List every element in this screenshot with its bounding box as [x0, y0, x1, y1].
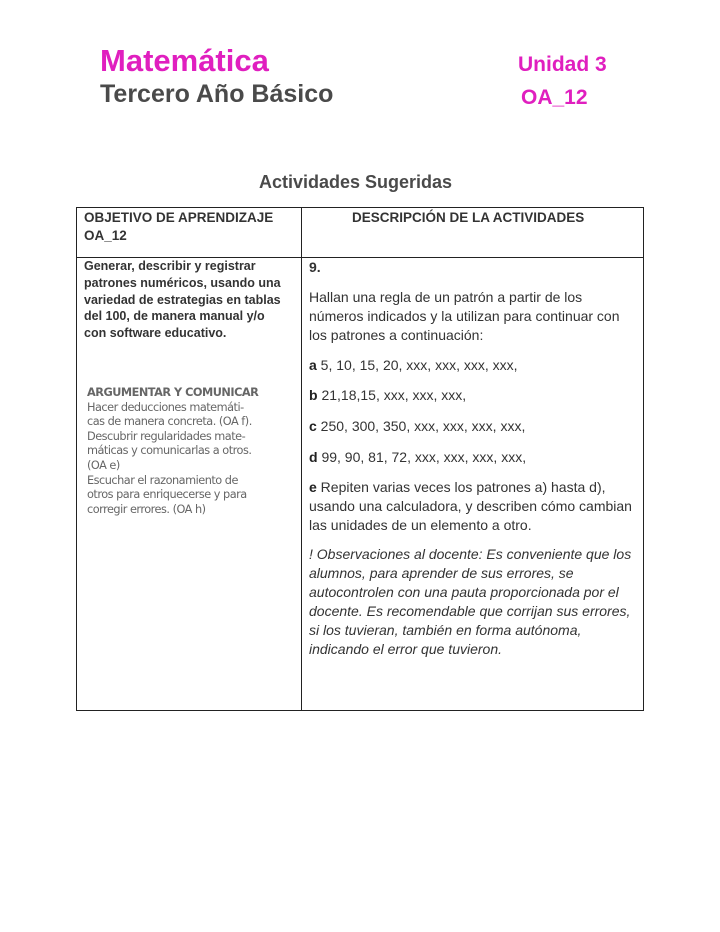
pattern-text: 21,18,15, xxx, xxx, xxx, — [317, 387, 467, 403]
text-line: las unidades de un elemento a otro. — [309, 517, 532, 533]
pattern-c — [309, 417, 525, 436]
unit-label: Unidad 3 — [518, 53, 607, 76]
objective-text — [84, 258, 281, 342]
text-line: números indicados y la utilizan para continuar con — [309, 308, 620, 324]
header-line: OA_12 — [84, 228, 127, 243]
pattern-letter: b — [309, 387, 318, 403]
pattern-letter: a — [309, 357, 317, 373]
text-line: indicando el error que tuvieron. — [309, 641, 503, 657]
text-line: cas de manera concreta. (OA f). — [87, 415, 252, 429]
description-column-header: DESCRIPCIÓN DE LA ACTIVIDADES — [352, 210, 585, 225]
text-line: Escuchar el razonamiento de — [87, 473, 238, 487]
activity-intro — [309, 288, 620, 345]
text-line: los patrones a continuación: — [309, 327, 484, 343]
text-line: con software educativo. — [84, 326, 227, 341]
header-line: OBJETIVO DE APRENDIZAJE — [84, 210, 274, 225]
text-line: patrones numéricos, usando una — [84, 275, 281, 290]
pattern-b — [309, 386, 466, 405]
text-line: Hallan una regla de un patrón a partir de los — [309, 289, 583, 305]
text-line — [309, 478, 632, 497]
pattern-letter: d — [309, 449, 318, 465]
text-span: Repiten varias veces los patrones a) hasta d), — [316, 479, 606, 495]
subject-title: Matemática — [100, 43, 269, 78]
skills-block — [87, 386, 258, 517]
pattern-a — [309, 356, 518, 375]
text-line: alumnos, para aprender de sus errores, se — [309, 565, 574, 581]
text-line: Hacer deducciones matemáti- — [87, 400, 244, 414]
text-line: si los tuvieran, también en forma autónoma, — [309, 622, 582, 638]
pattern-letter: c — [309, 418, 317, 434]
pattern-text: 250, 300, 350, xxx, xxx, xxx, xxx, — [316, 418, 526, 434]
pattern-d — [309, 448, 526, 467]
activities-table — [76, 207, 644, 711]
objective-column-header — [84, 209, 273, 245]
text-line: máticas y comunicarlas a otros. — [87, 444, 252, 458]
text-line: Descubrir regularidades mate- — [87, 429, 246, 443]
column-divider — [301, 208, 302, 710]
objective-code: OA_12 — [521, 86, 588, 109]
text-line: (OA e) — [87, 458, 120, 472]
text-line: usando una calculadora, y describen cómo cambian — [309, 498, 632, 514]
teacher-note — [309, 545, 631, 659]
activity-number: 9. — [309, 259, 321, 275]
item-letter: e — [309, 479, 317, 495]
grade-subtitle: Tercero Año Básico — [100, 80, 334, 108]
text-line: corregir errores. (OA h) — [87, 502, 206, 516]
text-line: otros para enriquecerse y para — [87, 488, 247, 502]
text-line: del 100, de manera manual y/o — [84, 309, 265, 324]
pattern-text: 5, 10, 15, 20, xxx, xxx, xxx, xxx, — [316, 357, 518, 373]
item-e — [309, 478, 632, 535]
text-line: autocontrolen con una pauta proporcionada por el — [309, 584, 619, 600]
text-line: ! Observaciones al docente: Es conveniente que los — [309, 546, 632, 562]
skills-heading: ARGUMENTAR Y COMUNICAR — [87, 386, 259, 399]
text-line: Generar, describir y registrar — [84, 259, 256, 273]
pattern-text: 99, 90, 81, 72, xxx, xxx, xxx, xxx, — [317, 449, 527, 465]
text-line: variedad de estrategias en tablas — [84, 292, 281, 307]
text-line: docente. Es recomendable que corrijan sus errores, — [309, 603, 631, 619]
section-title: Actividades Sugeridas — [259, 172, 453, 192]
